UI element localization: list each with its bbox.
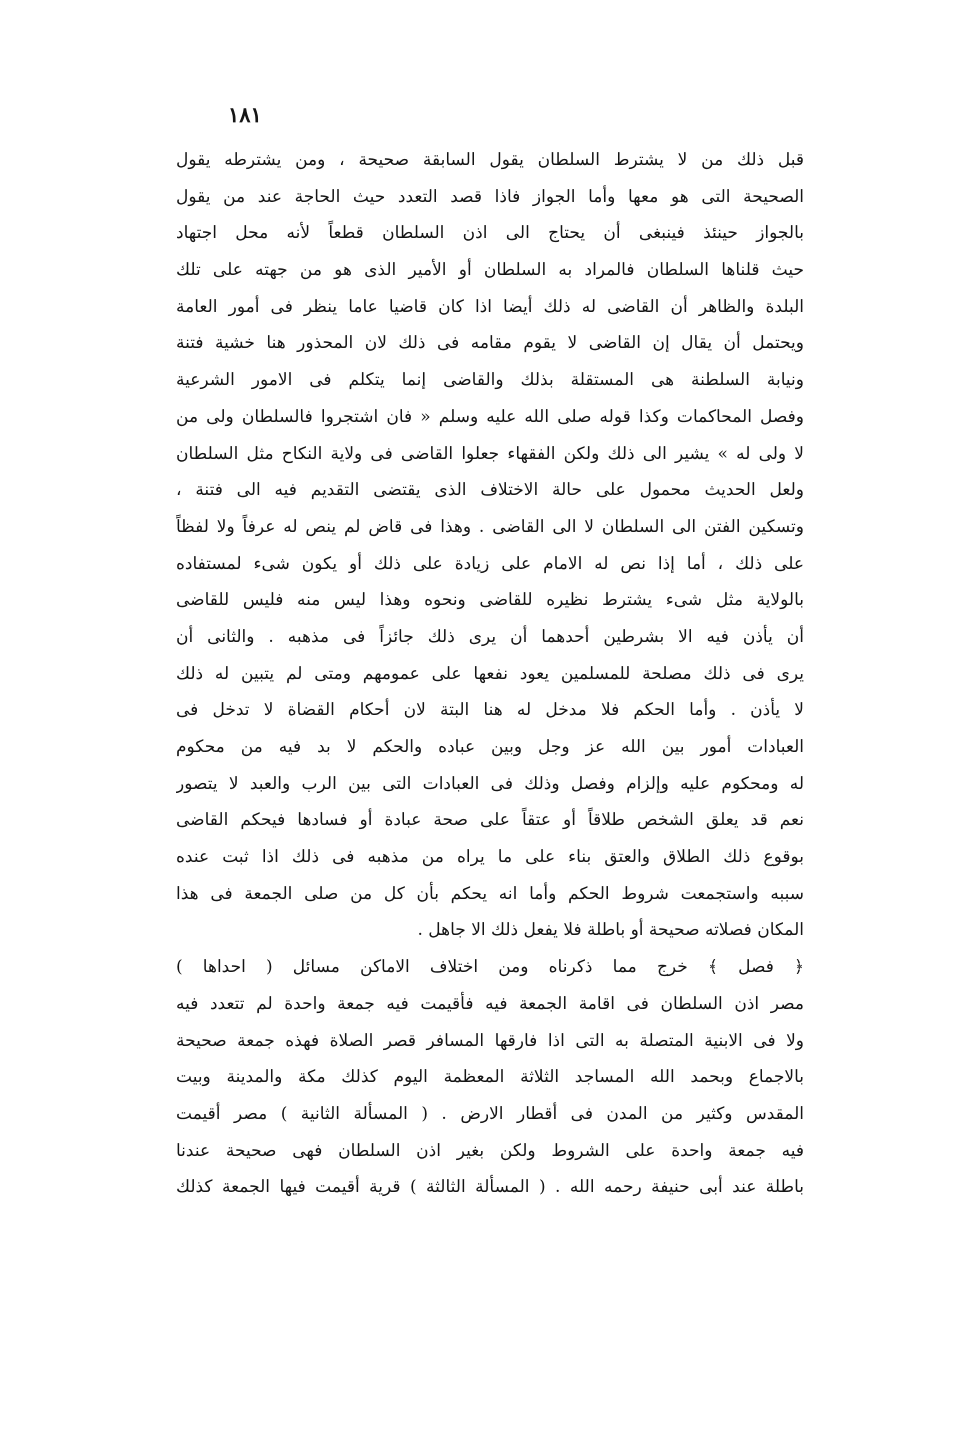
- body-text: [176, 142, 804, 1206]
- text-line: الصحيحة التى هو معها وأما الجواز فاذا قصد التعدد حيث الحاجة عند من يقول: [176, 186, 804, 207]
- text-line: حيث قلناها السلطان فالمراد به السلطان أو الأمير الذى هو من جهته على تلك: [176, 260, 804, 281]
- text-line: سببه واستجمعت شروط الحكم وأما انه يحكم بأن كل من صلى الجمعة فى هذا: [176, 883, 804, 904]
- text-line: فيه جمعة واحدة على الشروط ولكن بغير اذن السلطان فهى صحيحة عندنا: [176, 1140, 804, 1161]
- text-line: البلدة والظاهر أن القاضى له ذلك أيضا اذا كان قاضيا عاما ينظر فى أمور العامة: [176, 296, 804, 317]
- text-line: ونيابة السلطنة هى المستقلة بذلك والقاضى إنما يتكلم فى الامور الشرعية: [176, 370, 804, 391]
- text-line: قبل ذلك من لا يشترط السلطان يقول السابقة صحيحة ، ومن يشترطه يقول: [176, 150, 804, 170]
- text-line: المقدس وكثير من المدن فى أقطار الارض . ( المسألة الثانية ) مصر أقيمت: [176, 1103, 804, 1124]
- text-line: ويحتمل أن يقال إن القاضى لا يقوم مقامه فى ذلك لان المحذور هنا خشية فتنة: [176, 333, 804, 354]
- text-line: بالجواز حينئذ فينبغى أن يحتاج الى اذن السلطان قطعاً لأنه محل اجتهاد: [176, 223, 804, 244]
- text-line: بالاجماع وبحمد الله المساجد الثلاثة المعظمة اليوم كذلك مكة والمدينة وبيت: [176, 1067, 804, 1088]
- text-line: أن يأذن فيه الا بشرطين أحدهما أن يرى ذلك جائزاً فى مذهبه . والثانى أن: [176, 626, 804, 647]
- text-line: ولعل الحديث محمول على حالة الاختلاف الذى يقتضى التقديم فيه الى فتنة ،: [176, 480, 804, 501]
- text-line: وتسكين الفتن الى السلطان لا الى القاضى . وهذا فى قاض لم ينص له عرفاً ولا لفظاً: [176, 516, 804, 537]
- text-line: المكان فصلاته صحيحة أو باطلة فلا يفعل ذلك الا جاهل .: [417, 920, 804, 941]
- text-line: بوقوع ذلك الطلاق والعتق بناء على ما يراه من مذهبه فى ذلك اذا ثبت عنده: [176, 847, 804, 868]
- text-line: على ذلك ، أما إذا نص له الامام على زيادة على ذلك أو يكون شىء لمستفاده: [176, 553, 804, 574]
- text-line: له ومحكوم عليه وإلزام وفصل وذلك فى العبادات التى بين الرب والعبد لا يتصور: [176, 773, 804, 794]
- text-line: لا يأذن . وأما الحكم فلا مدخل له هنا البتة لان أحكام القضاة لا تدخل فى: [176, 700, 804, 721]
- text-line: وفصل المحاكمات وكذا قوله صلى الله عليه وسلم « فان اشتجروا فالسلطان ولى من: [176, 406, 804, 427]
- text-line: ولا فى الابنية المتصلة به التى اذا فارقها المسافر قصر الصلاة فهذه جمعة صحيحة: [176, 1030, 804, 1051]
- text-line: ﴿ فصل ﴾ خرج مما ذكرناه ومن اختلاف الاماكن مسائل ( احداها ): [176, 957, 804, 978]
- text-line: يرى فى ذلك مصلحة للمسلمين يعود نفعها على عمومهم ومتى لم يتبين له ذلك: [176, 663, 804, 684]
- page-number: ١٨١: [228, 102, 262, 127]
- text-line: نعم قد يعلق الشخص طلاقاً أو عتقاً على صحة عبادة أو فسادها فيحكم القاضى: [176, 810, 804, 831]
- text-line: العبادات أمور بين الله عز وجل وبين عباده والحكم لا بد فيه من محكوم: [176, 737, 804, 757]
- text-line: مصر اذن السلطان فى اقامة الجمعة فيه فأقيمت فيه جمعة واحدة لم تتعدد فيه: [176, 993, 804, 1014]
- text-line: لا ولى له » يشير الى ذلك ولكن الفقهاء جعلوا القاضى فى ولاية النكاح مثل السلطان: [176, 443, 804, 464]
- text-line: باطلة عند أبى حنيفة رحمه الله . ( المسألة الثالثة ) قرية أقيمت فيها الجمعة كذلك: [176, 1177, 804, 1198]
- text-line: بالولاية مثل شىء يشترط نظيره للقاضى ونحوه وهذا ليس منه فليس للقاضى: [176, 590, 804, 611]
